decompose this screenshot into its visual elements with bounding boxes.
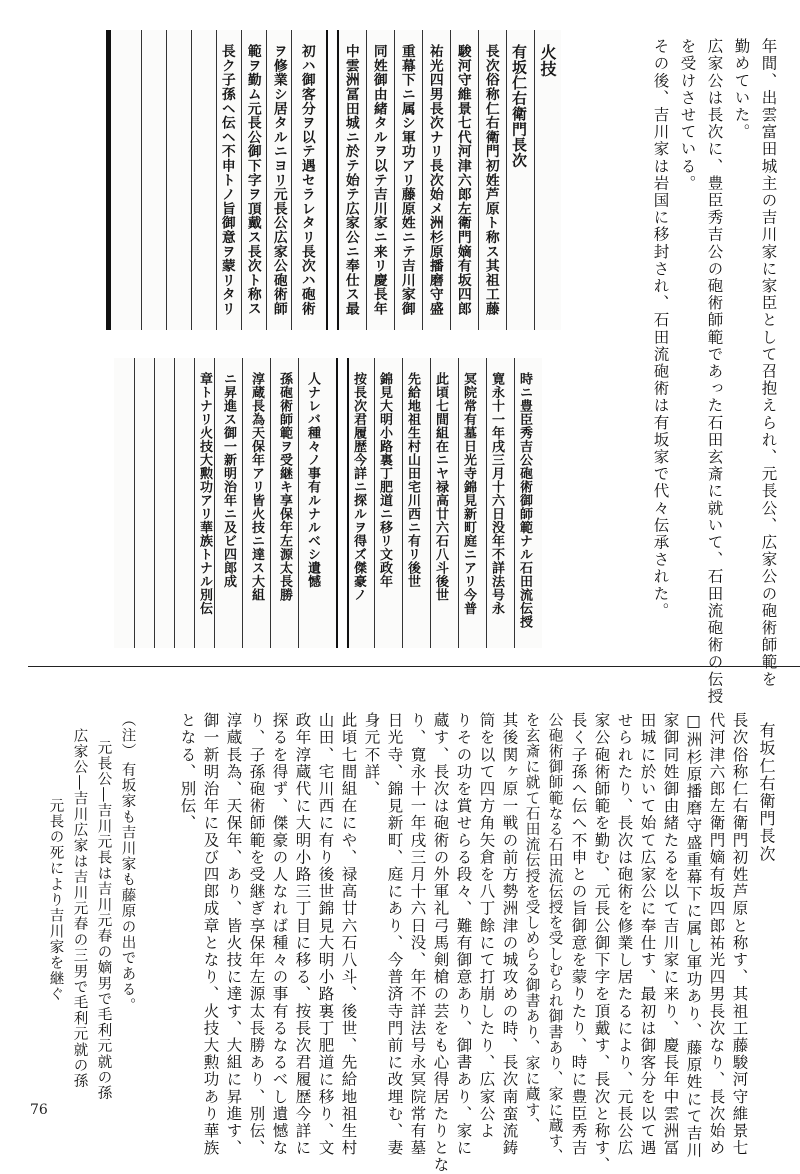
section-heading: 有坂仁右衛門長次 — [757, 722, 776, 863]
body-line: 其後関ヶ原一戦の前方勢洲津の城攻めの時、長次南蛮流鋳 — [500, 712, 519, 1157]
body-line: 長次俗称仁右衛門初姓芦原と称す、其祖工藤駿河守維景七 — [730, 712, 749, 1157]
body-line: 公砲術御師範なる石田流伝授を受しむられ御書あり、家に蔵す、 — [546, 712, 564, 1165]
manuscript-line: 長ク子孫ヘ伝ヘ不申トノ旨御意ヲ蒙リタリ — [218, 44, 235, 316]
note-line: 元長公―吉川元長は吉川元春の嫡男で毛利元就の孫 — [95, 740, 112, 1102]
manuscript-line: 冥院常有墓日光寺錦見新町庭ニアリ今普 — [461, 372, 476, 615]
manuscript-line: 孫砲術師範ヲ受継キ享保年左源太長勝 — [277, 372, 292, 602]
manuscript-line: 重幕下ニ属シ軍功アリ藤原姓ニテ吉川家御 — [398, 44, 415, 316]
body-line: □洲杉原播磨守盛重幕下に属し軍功あり、藤原姓にて吉川 — [684, 712, 703, 1160]
commentary-line: を受けさせている。 — [678, 38, 697, 192]
commentary-line: その後、吉川家は岩国に移封され、石田流砲術は有坂家で代々伝承された。 — [651, 38, 670, 620]
note-line: 有坂家も吉川家も藤原の出である。 — [119, 762, 136, 1014]
commentary-line: 広家公は長次に、豊臣秀吉公の砲術師範であった石田玄斎に就いて、石田流砲術の伝授 — [705, 38, 724, 705]
commentary-line: 年間、出雲富田城主の吉川家に家臣として召抱えられ、元長公、広家公の砲術師範を — [759, 38, 778, 688]
body-line: 探るを得ず、傑豪の人なれば種々の事有るなるべし遺憾な — [270, 712, 289, 1157]
manuscript-line: 寛永十一年戌三月十六日没年不詳法号永 — [489, 372, 504, 615]
manuscript-line: 時ニ豊臣秀吉公砲術御師範ナル石田流伝授 — [517, 372, 532, 629]
body-line: せられたり、長次は砲術を修業し居たるにより、元長公広 — [615, 712, 634, 1157]
body-line: 身元不詳、 — [362, 712, 381, 798]
body-line: を玄斎に就て石田流伝授を受しめらる御書あり、家に蔵す、 — [523, 712, 541, 1134]
manuscript-line: 人ナレバ種々ノ事有ルナルベシ遺憾 — [305, 372, 320, 588]
notes-label: （注） — [119, 712, 136, 760]
manuscript-heading: 火技 — [538, 44, 557, 77]
manuscript-line: 範ヲ勤ム元長公御下字ヲ頂戴ス長次ト称ス — [244, 44, 261, 316]
note-line: 元長の死により吉川家を継ぐ — [47, 798, 64, 1003]
note-line: 広家公―吉川広家は吉川元春の三男で毛利元就の孫 — [71, 728, 88, 1090]
body-line: 政年淳蔵代に大明小路三丁目に移る、按長次君履歴今詳に — [293, 712, 312, 1157]
body-line: 家公砲術師範を勤む、元長公御下字を頂戴す、長次と称す、 — [592, 712, 611, 1174]
body-line: 日光寺、錦見新町、庭にあり、今普済寺門前に改埋む、妻 — [385, 712, 404, 1157]
manuscript-line: 章トナリ火技大勲功アリ華族トナル別伝 — [197, 372, 212, 615]
manuscript-line: 先給地祖生村山田宅川西ニ有リ後世 — [405, 372, 420, 588]
section-divider — [28, 666, 800, 667]
manuscript-line: 中雲洲冨田城ニ於テ始テ広家公ニ奉仕ス最 — [342, 44, 359, 316]
manuscript-line: 淳蔵長為天保年アリ皆火技ニ達ス大組 — [249, 372, 264, 602]
body-line: 筒を以て四方角矢倉を八丁餘にて打崩したり、広家公よ — [477, 712, 496, 1140]
body-line: 長く子孫へ伝へ不申との旨御意を蒙りたり、時に豊臣秀吉 — [569, 712, 588, 1157]
manuscript-line: 駿河守維景七代河津六郎左衛門嫡有坂四郎 — [454, 44, 471, 316]
manuscript-image-bottom — [114, 358, 542, 648]
body-line: 蔵す、長次は砲術の外軍礼弓馬剣槍の芸をも心得居たりとな — [431, 712, 450, 1174]
body-line: 家御同姓御由緒たるを以て吉川家に来り、慶長年中雲洲冨 — [661, 712, 680, 1157]
manuscript-line: 初ハ御客分ヲ以テ遇セラレタリ長次ハ砲術 — [298, 44, 315, 316]
body-line: 御一新明治年に及び四郎成章となり、火技大勲功あり華族 — [201, 712, 220, 1157]
body-line: 代河津六郎左衛門嫡有坂四郎祐光四男長次なり、長次始め — [707, 712, 726, 1157]
body-line: となる、別伝、 — [178, 712, 197, 832]
body-line: り、子孫砲術師範を受継ぎ享保年左源太長勝あり、別伝、 — [247, 712, 266, 1157]
body-line: り、寛永十一年戌三月十六日没、年不詳法号永冥院常有墓 — [408, 712, 427, 1157]
page-number: 76 — [30, 1102, 48, 1118]
manuscript-line: 有坂仁右衛門長次 — [510, 44, 528, 168]
commentary-line: 勤めていた。 — [732, 38, 751, 141]
body-line: 田城に於いて始て広家公に奉仕す、最初は御客分を以て遇 — [638, 712, 657, 1157]
manuscript-line: 錦見大明小路裏丁肥道ニ移リ文政年 — [377, 372, 392, 588]
manuscript-image-top — [106, 30, 561, 330]
manuscript-line: ニ昇進ス御一新明治年ニ及ビ四郎成 — [221, 372, 236, 588]
body-line: 淳蔵長為、天保年、あり、皆火技に達す、大組に昇進す、 — [224, 712, 243, 1157]
manuscript-line: 同姓御由緒タルヲ以テ吉川家ニ来リ慶長年 — [370, 44, 387, 316]
manuscript-line: 長次俗称仁右衛門初姓芦原ト称ス其祖工藤 — [482, 44, 499, 316]
body-line: りその功を賞せらる段々、難有御意あり、御書あり、家に — [454, 712, 473, 1157]
manuscript-line: 此頃七間組在ニヤ禄高廿六石八斗後世 — [433, 372, 448, 602]
body-line: 山田、宅川西に有り後世錦見大明小路裏丁肥道に移り、文 — [316, 712, 335, 1157]
manuscript-line: ヲ修業シ居タルニヨリ元長公広家公砲術師 — [270, 44, 287, 316]
body-line: 此頃七間組在にや、禄高廿六石八斗、後世、先給地祖生村 — [339, 712, 358, 1157]
manuscript-line: 祐光四男長次ナリ長次始メ洲杉原播磨守盛 — [426, 44, 443, 316]
manuscript-line: 按長次君履歴今詳ニ探ルヲ得ズ傑豪ノ — [351, 372, 366, 602]
